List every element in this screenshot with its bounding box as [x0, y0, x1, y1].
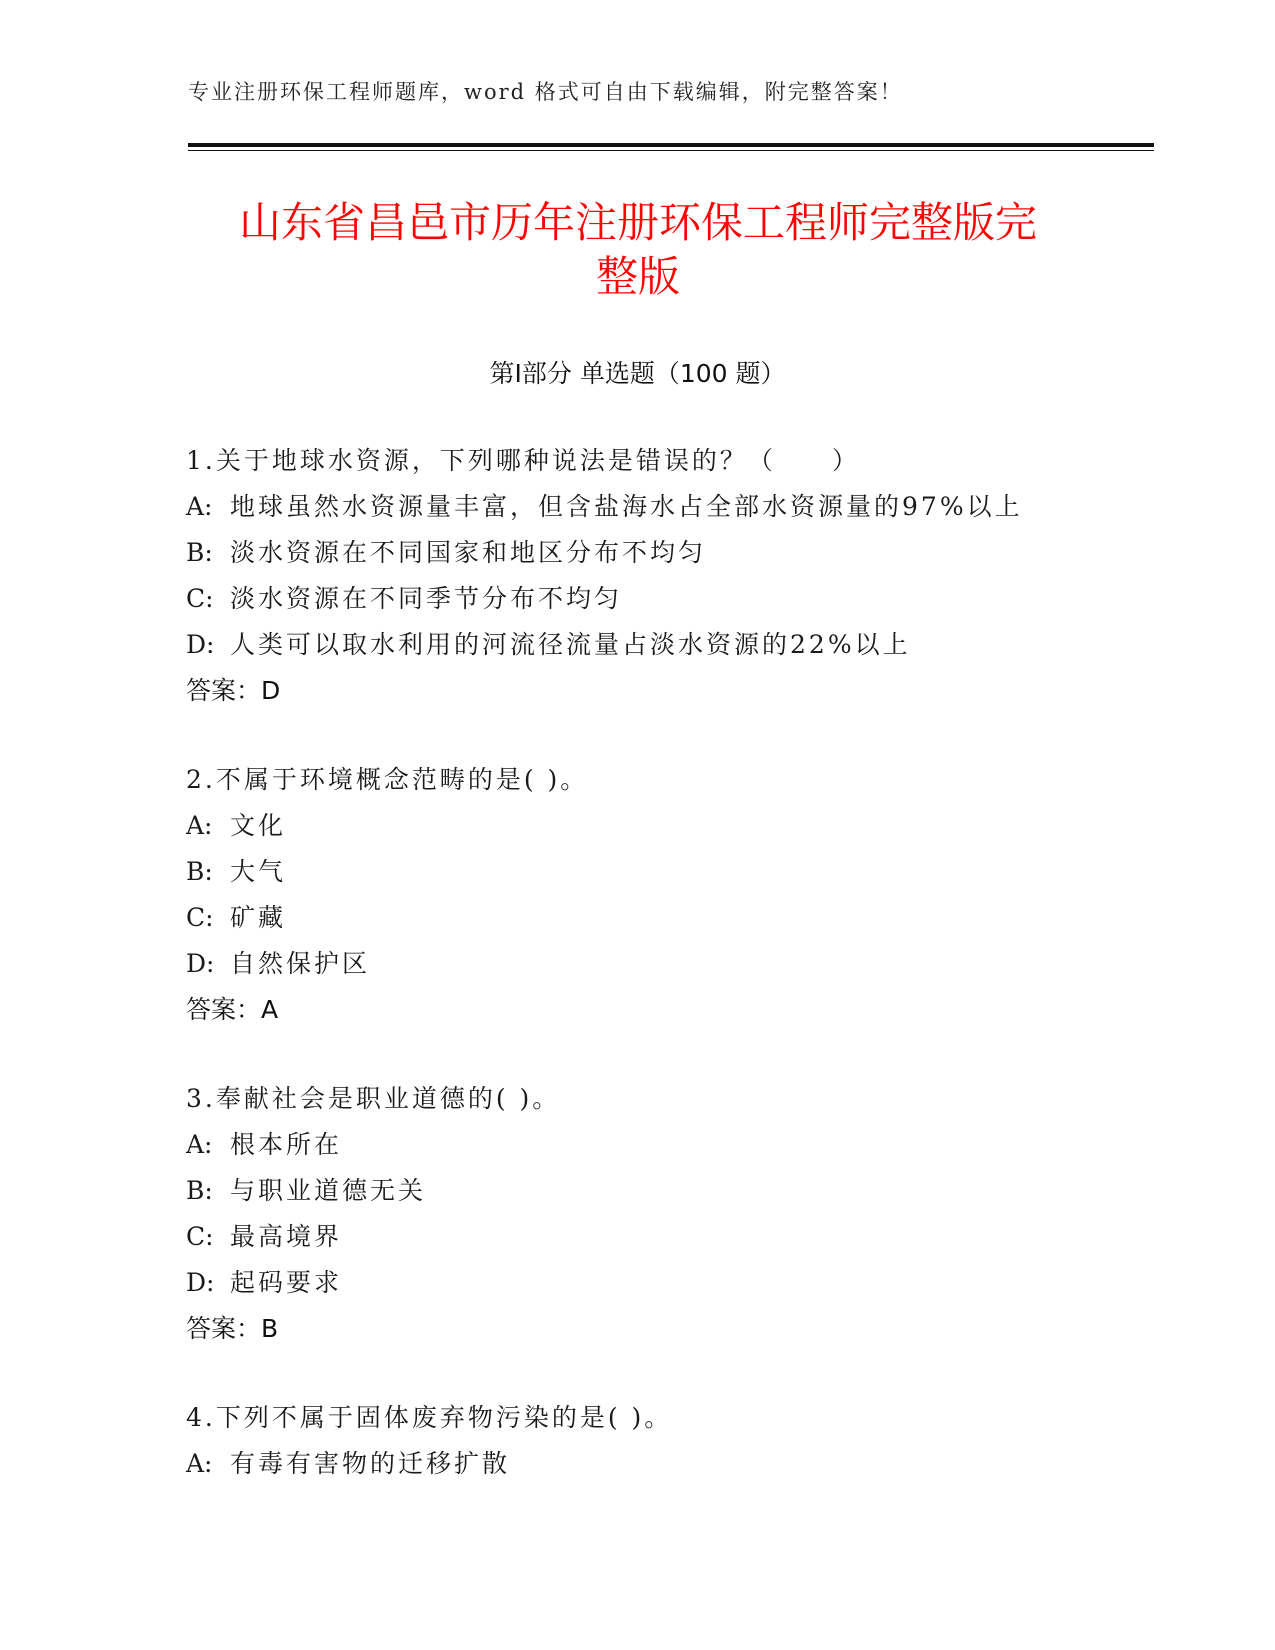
option-key: D: — [186, 1268, 215, 1297]
document-title-line-2: 整版 — [595, 252, 680, 301]
question-stem: 2.不属于环境概念范畴的是( )。 — [186, 765, 589, 794]
option-c — [186, 895, 1146, 941]
option-b — [186, 849, 1146, 895]
option-b — [186, 1168, 1146, 1214]
question-1 — [186, 438, 1146, 714]
option-c — [186, 1214, 1146, 1260]
option-key: B: — [186, 538, 213, 567]
option-key: A: — [186, 1130, 213, 1159]
document-title-line-1: 山东省昌邑市历年注册环保工程师完整版完 — [238, 198, 1037, 247]
option-text: 淡水资源在不同季节分布不均匀 — [230, 584, 623, 613]
option-text: 淡水资源在不同国家和地区分布不均匀 — [230, 538, 707, 567]
option-text: 大气 — [230, 857, 287, 886]
option-key: B: — [186, 1176, 213, 1205]
option-key: C: — [186, 584, 214, 613]
answer-line: 答案：D — [186, 676, 281, 705]
option-text: 最高境界 — [230, 1222, 343, 1251]
question-stem: 1.关于地球水资源，下列哪种说法是错误的？（ ） — [186, 446, 860, 475]
option-key: A: — [186, 1449, 213, 1478]
option-text: 人类可以取水利用的河流径流量占淡水资源的22%以上 — [230, 630, 911, 659]
document-title — [188, 196, 1088, 304]
option-d — [186, 1260, 1146, 1306]
option-text: 起码要求 — [230, 1268, 343, 1297]
question-3 — [186, 1076, 1146, 1352]
option-key: B: — [186, 857, 213, 886]
option-c — [186, 576, 1146, 622]
option-text: 文化 — [230, 811, 287, 840]
question-2 — [186, 757, 1146, 1033]
option-a — [186, 1441, 1146, 1487]
section-heading: 第Ⅰ部分 单选题（100 题） — [489, 359, 786, 388]
option-a — [186, 803, 1146, 849]
option-a — [186, 1122, 1146, 1168]
header-rule-thick — [188, 143, 1154, 147]
option-key: C: — [186, 903, 214, 932]
question-stem: 4.下列不属于固体废弃物污染的是( )。 — [186, 1403, 673, 1432]
option-key: D: — [186, 630, 215, 659]
answer-line: 答案：B — [186, 1314, 279, 1343]
question-4 — [186, 1395, 1146, 1487]
answer-line: 答案：A — [186, 995, 279, 1024]
option-key: A: — [186, 811, 213, 840]
option-key: A: — [186, 492, 213, 521]
option-text: 地球虽然水资源量丰富，但含盐海水占全部水资源量的97%以上 — [230, 492, 1023, 521]
option-text: 有毒有害物的迁移扩散 — [230, 1449, 511, 1478]
option-text: 根本所在 — [230, 1130, 343, 1159]
header-rule-thin — [188, 150, 1154, 151]
option-key: C: — [186, 1222, 214, 1251]
option-b — [186, 530, 1146, 576]
question-stem: 3.奉献社会是职业道德的( )。 — [186, 1084, 561, 1113]
option-key: D: — [186, 949, 215, 978]
option-a — [186, 484, 1146, 530]
header-note: 专业注册环保工程师题库，word 格式可自由下载编辑，附完整答案！ — [188, 80, 903, 104]
question-list — [186, 438, 1146, 1530]
option-text: 与职业道德无关 — [230, 1176, 427, 1205]
option-d — [186, 622, 1146, 668]
option-text: 自然保护区 — [230, 949, 371, 978]
option-text: 矿藏 — [230, 903, 287, 932]
option-d — [186, 941, 1146, 987]
